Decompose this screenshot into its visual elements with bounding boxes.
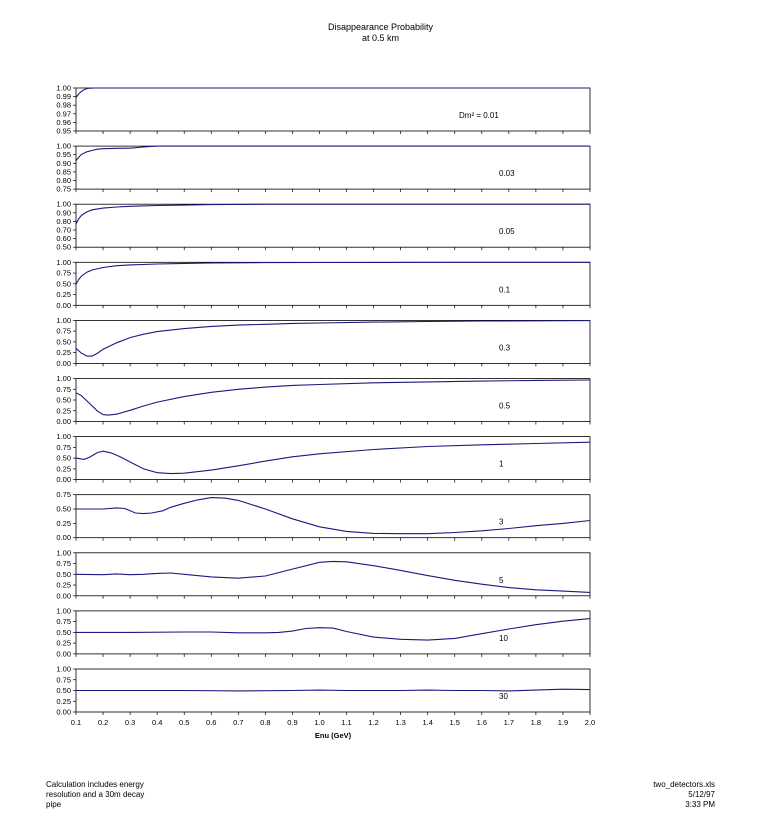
calculation-note-line: Calculation includes energy bbox=[46, 780, 144, 789]
y-tick-label: 0.50 bbox=[56, 569, 71, 579]
y-tick-label: 1.00 bbox=[56, 199, 71, 209]
x-axis-label: Enu (GeV) bbox=[314, 731, 352, 740]
y-tick-label: 0.75 bbox=[56, 675, 71, 685]
x-tick-label: 0.7 bbox=[233, 718, 244, 727]
series-line bbox=[76, 442, 590, 473]
panel-dm2-label: 0.3 bbox=[499, 343, 511, 353]
y-tick-label: 0.75 bbox=[56, 384, 71, 394]
x-tick-label: 1.3 bbox=[395, 718, 406, 727]
y-tick-label: 0.50 bbox=[56, 279, 71, 289]
x-tick-label: 1.8 bbox=[530, 718, 542, 727]
y-tick-label: 0.96 bbox=[56, 117, 71, 127]
panel-frame bbox=[76, 204, 590, 247]
panel-dm2-label: 30 bbox=[499, 692, 508, 701]
y-tick-label: 0.00 bbox=[56, 533, 71, 543]
series-line bbox=[76, 619, 590, 641]
y-tick-label: 0.00 bbox=[56, 358, 71, 368]
file-name: two_detectors.xls bbox=[653, 780, 715, 789]
y-tick-label: 0.80 bbox=[56, 176, 71, 185]
x-tick-label: 1.5 bbox=[449, 718, 460, 727]
y-tick-label: 0.25 bbox=[56, 580, 71, 590]
file-date: 5/12/97 bbox=[688, 790, 715, 799]
x-tick-label: 0.6 bbox=[206, 718, 217, 727]
y-tick-label: 0.80 bbox=[56, 216, 71, 226]
panel-frame bbox=[76, 379, 590, 422]
calculation-note-line: resolution and a 30m decay bbox=[46, 790, 145, 799]
y-tick-label: 1.00 bbox=[56, 257, 71, 267]
x-tick-label: 0.8 bbox=[260, 718, 271, 727]
y-tick-label: 1.00 bbox=[56, 315, 71, 325]
y-tick-label: 0.50 bbox=[56, 337, 71, 347]
y-tick-label: 0.95 bbox=[56, 150, 71, 160]
calculation-note-line: pipe bbox=[46, 800, 62, 809]
y-tick-label: 0.75 bbox=[56, 268, 71, 278]
file-time: 3:33 PM bbox=[685, 800, 715, 809]
y-tick-label: 0.25 bbox=[56, 290, 71, 300]
y-tick-label: 1.00 bbox=[56, 664, 71, 674]
y-tick-label: 1.00 bbox=[56, 432, 71, 442]
y-tick-label: 0.25 bbox=[56, 518, 71, 528]
y-tick-label: 0.75 bbox=[56, 617, 71, 627]
y-tick-label: 0.95 bbox=[56, 126, 71, 136]
series-line bbox=[76, 561, 590, 592]
panel-frame bbox=[76, 88, 590, 131]
y-tick-label: 0.25 bbox=[56, 638, 71, 648]
panel-dm2-label: 5 bbox=[499, 575, 504, 585]
x-tick-label: 0.1 bbox=[70, 718, 82, 727]
series-line bbox=[76, 88, 590, 98]
panel-frame bbox=[76, 146, 590, 189]
series-line bbox=[76, 146, 590, 161]
panel-frame bbox=[76, 320, 590, 363]
series-line bbox=[76, 498, 590, 534]
y-tick-label: 0.25 bbox=[56, 348, 71, 358]
panel-frame bbox=[76, 437, 590, 480]
x-tick-label: 0.5 bbox=[178, 718, 190, 727]
y-tick-label: 0.70 bbox=[56, 225, 71, 235]
x-tick-label: 0.3 bbox=[124, 718, 136, 727]
series-line bbox=[76, 380, 590, 415]
panel-dm2-label: 0.1 bbox=[499, 285, 511, 295]
series-line bbox=[76, 321, 590, 357]
y-tick-label: 0.50 bbox=[56, 686, 71, 695]
x-tick-label: 1.9 bbox=[557, 718, 569, 727]
y-tick-label: 0.60 bbox=[56, 234, 71, 244]
series-line bbox=[76, 689, 590, 691]
chart-title-line2: at 0.5 km bbox=[361, 33, 399, 43]
y-tick-label: 0.00 bbox=[56, 591, 71, 601]
y-tick-label: 0.25 bbox=[56, 464, 71, 474]
y-tick-label: 0.00 bbox=[56, 417, 71, 426]
panel-frame bbox=[76, 553, 590, 596]
series-line bbox=[76, 262, 590, 284]
x-tick-label: 1.7 bbox=[503, 718, 515, 727]
y-tick-label: 0.75 bbox=[56, 184, 71, 194]
x-tick-label: 2.0 bbox=[584, 718, 596, 727]
y-tick-label: 0.50 bbox=[56, 453, 71, 463]
y-tick-label: 0.75 bbox=[56, 559, 71, 569]
chart-title-line1: Disappearance Probability bbox=[327, 22, 434, 32]
y-tick-label: 0.75 bbox=[56, 442, 71, 452]
y-tick-label: 1.00 bbox=[56, 83, 71, 93]
y-tick-label: 0.50 bbox=[56, 504, 71, 514]
y-tick-label: 0.99 bbox=[56, 92, 71, 102]
x-tick-label: 1.4 bbox=[422, 718, 433, 727]
y-tick-label: 0.00 bbox=[56, 649, 71, 659]
y-tick-label: 0.85 bbox=[56, 167, 71, 177]
y-tick-label: 0.97 bbox=[56, 109, 71, 119]
y-tick-label: 1.00 bbox=[56, 548, 71, 558]
panel-dm2-label: 0.03 bbox=[499, 169, 515, 179]
y-tick-label: 0.75 bbox=[56, 326, 71, 336]
x-tick-label: 1.1 bbox=[341, 718, 352, 727]
y-tick-label: 1.00 bbox=[56, 141, 71, 151]
y-tick-label: 0.90 bbox=[56, 208, 71, 218]
y-tick-label: 0.00 bbox=[56, 300, 71, 310]
file-info bbox=[515, 780, 715, 810]
y-tick-label: 0.50 bbox=[56, 627, 71, 637]
panel-dm2-label: 0.05 bbox=[499, 227, 515, 237]
y-tick-label: 0.25 bbox=[56, 696, 71, 706]
x-tick-label: 1.0 bbox=[314, 718, 325, 727]
y-tick-label: 1.00 bbox=[56, 374, 71, 383]
y-tick-label: 0.50 bbox=[56, 242, 71, 252]
y-tick-label: 0.00 bbox=[56, 707, 71, 717]
calculation-note bbox=[46, 780, 246, 810]
y-tick-label: 0.50 bbox=[56, 395, 71, 405]
series-line bbox=[76, 204, 590, 224]
x-tick-label: 1.2 bbox=[368, 718, 379, 727]
x-tick-label: 1.6 bbox=[476, 718, 488, 727]
panel-dm2-label: 3 bbox=[499, 517, 504, 527]
panel-frame bbox=[76, 495, 590, 538]
x-tick-label: 0.4 bbox=[151, 718, 163, 727]
x-tick-label: 0.9 bbox=[287, 718, 298, 727]
y-tick-label: 0.90 bbox=[56, 158, 71, 168]
y-tick-label: 1.00 bbox=[56, 606, 71, 616]
panel-frame bbox=[76, 262, 590, 305]
y-tick-label: 0.25 bbox=[56, 406, 71, 416]
panel-dm2-label: 1 bbox=[499, 459, 504, 469]
panel-dm2-label: Dm² = 0.01 bbox=[459, 111, 499, 120]
panel-dm2-label: 10 bbox=[499, 633, 508, 643]
y-tick-label: 0.98 bbox=[56, 100, 71, 110]
x-tick-label: 0.2 bbox=[97, 718, 109, 727]
panel-dm2-label: 0.5 bbox=[499, 401, 511, 411]
y-tick-label: 0.00 bbox=[56, 475, 71, 485]
y-tick-label: 0.75 bbox=[56, 490, 71, 500]
